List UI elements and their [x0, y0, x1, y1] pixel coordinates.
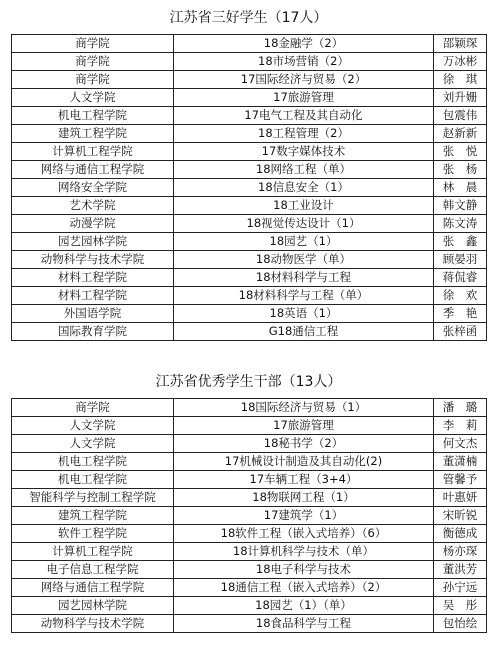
college-cell: 动物科学与技术学院	[12, 251, 174, 269]
college-cell: 商学院	[12, 71, 174, 89]
table-row	[12, 215, 487, 233]
student-name-cell: 赵新新	[434, 125, 487, 143]
table-row	[12, 305, 487, 323]
table-row	[12, 251, 487, 269]
student-name-cell: 杨亦琛	[434, 543, 487, 561]
college-cell: 园艺园林学院	[12, 233, 174, 251]
table-row	[12, 53, 487, 71]
table-row	[12, 71, 487, 89]
student-name-cell: 蒋侃睿	[434, 269, 487, 287]
table-row	[12, 471, 487, 489]
college-cell: 智能科学与控制工程学院	[12, 489, 174, 507]
class-cell: 18通信工程（嵌入式培养）（2）	[174, 579, 434, 597]
class-cell: 17国际经济与贸易（2）	[174, 71, 434, 89]
college-cell: 计算机工程学院	[12, 543, 174, 561]
college-cell: 商学院	[12, 399, 174, 417]
class-cell: 17旅游管理	[174, 89, 434, 107]
class-cell: 18动物医学（单）	[174, 251, 434, 269]
student-name-cell: 包怡绘	[434, 615, 487, 633]
college-cell: 机电工程学院	[12, 107, 174, 125]
college-cell: 建筑工程学院	[12, 507, 174, 525]
college-cell: 材料工程学院	[12, 287, 174, 305]
table-row	[12, 125, 487, 143]
class-cell: G18通信工程	[174, 323, 434, 341]
college-cell: 机电工程学院	[12, 453, 174, 471]
table-row	[12, 233, 487, 251]
college-cell: 商学院	[12, 53, 174, 71]
college-cell: 网络与通信工程学院	[12, 579, 174, 597]
college-cell: 网络与通信工程学院	[12, 161, 174, 179]
table-row	[12, 435, 487, 453]
student-name-cell: 潘 璐	[434, 399, 487, 417]
class-cell: 17旅游管理	[174, 417, 434, 435]
class-cell: 18计算机科学与技术（单）	[174, 543, 434, 561]
college-cell: 园艺园林学院	[12, 597, 174, 615]
student-name-cell: 韩文静	[434, 197, 487, 215]
class-cell: 18工业设计	[174, 197, 434, 215]
table-row	[12, 35, 487, 53]
college-cell: 人文学院	[12, 89, 174, 107]
student-name-cell: 董潇楠	[434, 453, 487, 471]
college-cell: 动物科学与技术学院	[12, 615, 174, 633]
table-row	[12, 579, 487, 597]
student-name-cell: 万冰彬	[434, 53, 487, 71]
student-name-cell: 张 鑫	[434, 233, 487, 251]
class-cell: 17电气工程及其自动化	[174, 107, 434, 125]
table-row	[12, 197, 487, 215]
student-name-cell: 董洪芳	[434, 561, 487, 579]
college-cell: 人文学院	[12, 417, 174, 435]
class-cell: 18国际经济与贸易（1）	[174, 399, 434, 417]
college-cell: 材料工程学院	[12, 269, 174, 287]
class-cell: 18视觉传达设计（1）	[174, 215, 434, 233]
class-cell: 18物联网工程（1）	[174, 489, 434, 507]
table-row	[12, 399, 487, 417]
class-cell: 18秘书学（2）	[174, 435, 434, 453]
sanhao-student-table	[11, 34, 487, 341]
class-cell: 18英语（1）	[174, 305, 434, 323]
cadre-student-table	[11, 398, 487, 633]
class-cell: 18工程管理（2）	[174, 125, 434, 143]
class-cell: 17机械设计制造及其自动化(2)	[174, 453, 434, 471]
student-name-cell: 何文杰	[434, 435, 487, 453]
table-row	[12, 507, 487, 525]
cadre-table-body	[12, 399, 487, 633]
class-cell: 18金融学（2）	[174, 35, 434, 53]
table-row	[12, 323, 487, 341]
college-cell: 机电工程学院	[12, 471, 174, 489]
student-name-cell: 陈文涛	[434, 215, 487, 233]
college-cell: 动漫学院	[12, 215, 174, 233]
table-row	[12, 179, 487, 197]
student-name-cell: 张 杨	[434, 161, 487, 179]
class-cell: 17建筑学（1）	[174, 507, 434, 525]
class-cell: 18园艺（1）（单）	[174, 597, 434, 615]
class-cell: 18市场营销（2）	[174, 53, 434, 71]
college-cell: 艺术学院	[12, 197, 174, 215]
table-row	[12, 597, 487, 615]
college-cell: 建筑工程学院	[12, 125, 174, 143]
class-cell: 18材料科学与工程	[174, 269, 434, 287]
college-cell: 电子信息工程学院	[12, 561, 174, 579]
table-row	[12, 489, 487, 507]
section-title-cadre: 江苏省优秀学生干部（13人）	[155, 374, 342, 390]
class-cell: 18食品科学与工程	[174, 615, 434, 633]
student-name-cell: 刘升姗	[434, 89, 487, 107]
table-row	[12, 525, 487, 543]
college-cell: 人文学院	[12, 435, 174, 453]
table-row	[12, 269, 487, 287]
section-title-sanhao: 江苏省三好学生（17人）	[169, 10, 328, 26]
table-row	[12, 615, 487, 633]
student-name-cell: 包震伟	[434, 107, 487, 125]
class-cell: 18电子科学与技术	[174, 561, 434, 579]
student-name-cell: 张 悦	[434, 143, 487, 161]
college-cell: 软件工程学院	[12, 525, 174, 543]
student-name-cell: 宋昕锐	[434, 507, 487, 525]
student-name-cell: 孙宁远	[434, 579, 487, 597]
student-name-cell: 吴 彤	[434, 597, 487, 615]
student-name-cell: 邵颖琛	[434, 35, 487, 53]
college-cell: 外国语学院	[12, 305, 174, 323]
college-cell: 国际教育学院	[12, 323, 174, 341]
table-row	[12, 543, 487, 561]
student-name-cell: 张梓函	[434, 323, 487, 341]
class-cell: 18软件工程（嵌入式培养）（6）	[174, 525, 434, 543]
student-name-cell: 叶惠妍	[434, 489, 487, 507]
table-row	[12, 107, 487, 125]
college-cell: 网络安全学院	[12, 179, 174, 197]
table-row	[12, 561, 487, 579]
class-cell: 18材料科学与工程（单）	[174, 287, 434, 305]
class-cell: 18信息安全（1）	[174, 179, 434, 197]
student-name-cell: 徐 欢	[434, 287, 487, 305]
college-cell: 计算机工程学院	[12, 143, 174, 161]
class-cell: 17车辆工程（3+4）	[174, 471, 434, 489]
table-row	[12, 417, 487, 435]
class-cell: 17数字媒体技术	[174, 143, 434, 161]
student-name-cell: 李 莉	[434, 417, 487, 435]
college-cell: 商学院	[12, 35, 174, 53]
table-row	[12, 161, 487, 179]
student-name-cell: 徐 琪	[434, 71, 487, 89]
student-name-cell: 衡德成	[434, 525, 487, 543]
class-cell: 18园艺（1）	[174, 233, 434, 251]
sanhao-table-body	[12, 35, 487, 341]
table-row	[12, 287, 487, 305]
student-name-cell: 顾晏羽	[434, 251, 487, 269]
table-row	[12, 453, 487, 471]
student-name-cell: 林 晨	[434, 179, 487, 197]
student-name-cell: 季 艳	[434, 305, 487, 323]
student-name-cell: 管馨予	[434, 471, 487, 489]
table-row	[12, 89, 487, 107]
table-row	[12, 143, 487, 161]
class-cell: 18网络工程（单）	[174, 161, 434, 179]
